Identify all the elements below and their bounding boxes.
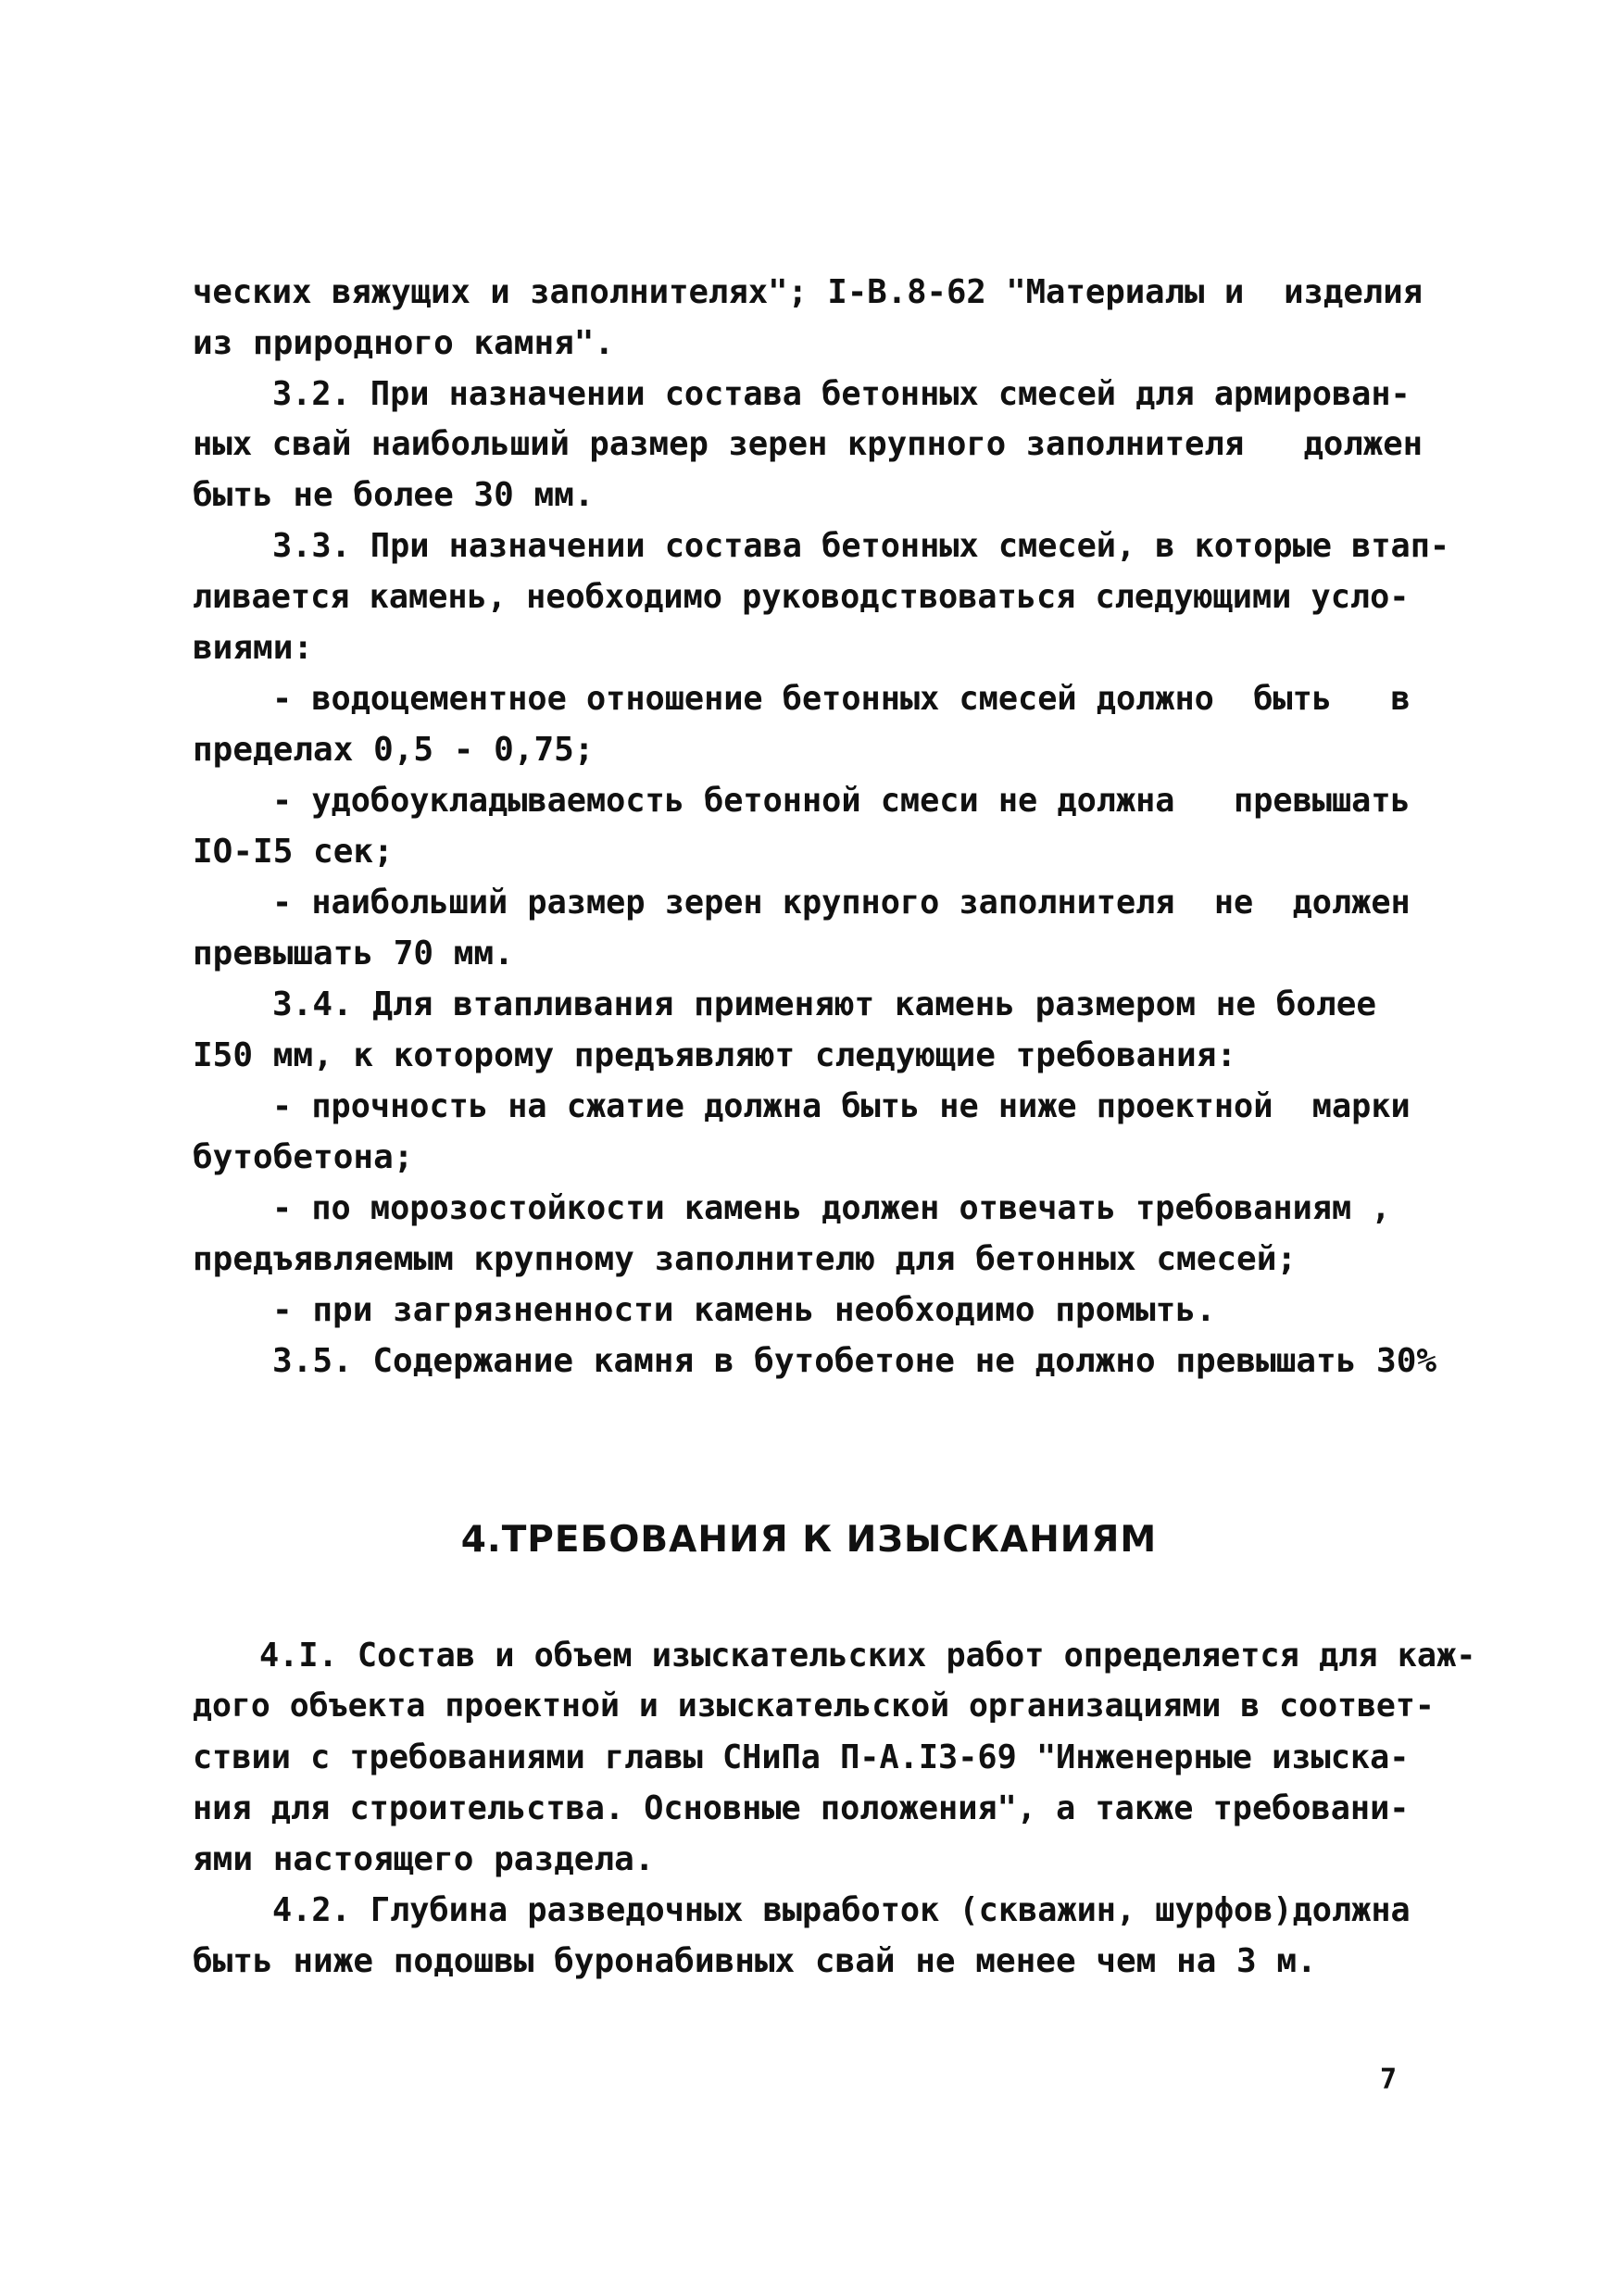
text-line: превышать 70 мм. [193, 935, 514, 972]
text-line: I50 мм, к которому предъявляют следующие требования: [193, 1036, 1237, 1074]
section-heading: 4.ТРЕБОВАНИЯ К ИЗЫСКАНИЯМ [460, 1519, 1158, 1561]
list-item: - водоцементное отношение бетонных смесей должно быть в [272, 680, 1411, 718]
paragraph-4-2: 4.2. Глубина разведочных выработок (скважин, шурфов)должна [272, 1891, 1411, 1929]
page-number: 7 [1380, 2064, 1398, 2096]
text-line: быть ниже подошвы буронабивных свай не менее чем на 3 м. [193, 1942, 1317, 1980]
paragraph-3-4: 3.4. Для втапливания применяют камень размером не более [272, 985, 1377, 1023]
list-item: - при загрязненности камень необходимо промыть. [272, 1291, 1216, 1329]
list-item: - по морозостойкости камень должен отвечать требованиям , [272, 1189, 1391, 1227]
text-line: виями: [193, 629, 314, 667]
text-line: быть не более 30 мм. [193, 476, 595, 514]
list-item: - наибольший размер зерен крупного заполнителя не должен [272, 884, 1411, 922]
text-line: из природного камня". [193, 324, 615, 362]
paragraph-4-1: 4.I. Состав и объем изыскательских работ определяется для каж- [259, 1637, 1476, 1675]
text-line: ческих вяжущих и заполнителях"; I-В.8-62 "Материалы и изделия [193, 273, 1424, 311]
text-line: IO-I5 сек; [193, 833, 394, 871]
paragraph-3-3: 3.3. При назначении состава бетонных смесей, в которые втап- [272, 527, 1450, 565]
list-item: - прочность на сжатие должна быть не ниже проектной марки [272, 1087, 1411, 1125]
text-line: ных свай наибольший размер зерен крупного заполнителя должен [193, 425, 1424, 463]
paragraph-3-2: 3.2. При назначении состава бетонных смесей для армирован- [272, 375, 1411, 413]
text-line: ливается камень, необходимо руководствоваться следующими усло- [193, 578, 1410, 616]
text-line: ями настоящего раздела. [193, 1840, 655, 1878]
text-line: бутобетона; [193, 1138, 414, 1176]
text-line: предъявляемым крупному заполнителю для бетонных смесей; [193, 1240, 1298, 1278]
paragraph-3-5: 3.5. Содержание камня в бутобетоне не должно превышать 30% [272, 1342, 1437, 1380]
list-item: - удобоукладываемость бетонной смеси не должна превышать [272, 782, 1411, 820]
text-line: ствии с требованиями главы СНиПа П-А.I3-69 "Инженерные изыска- [193, 1738, 1410, 1776]
text-line: дого объекта проектной и изыскательской организациями в соответ- [193, 1687, 1435, 1725]
text-line: ния для строительства. Основные положения", а также требовани- [193, 1789, 1410, 1827]
text-line: пределах 0,5 - 0,75; [193, 731, 595, 769]
